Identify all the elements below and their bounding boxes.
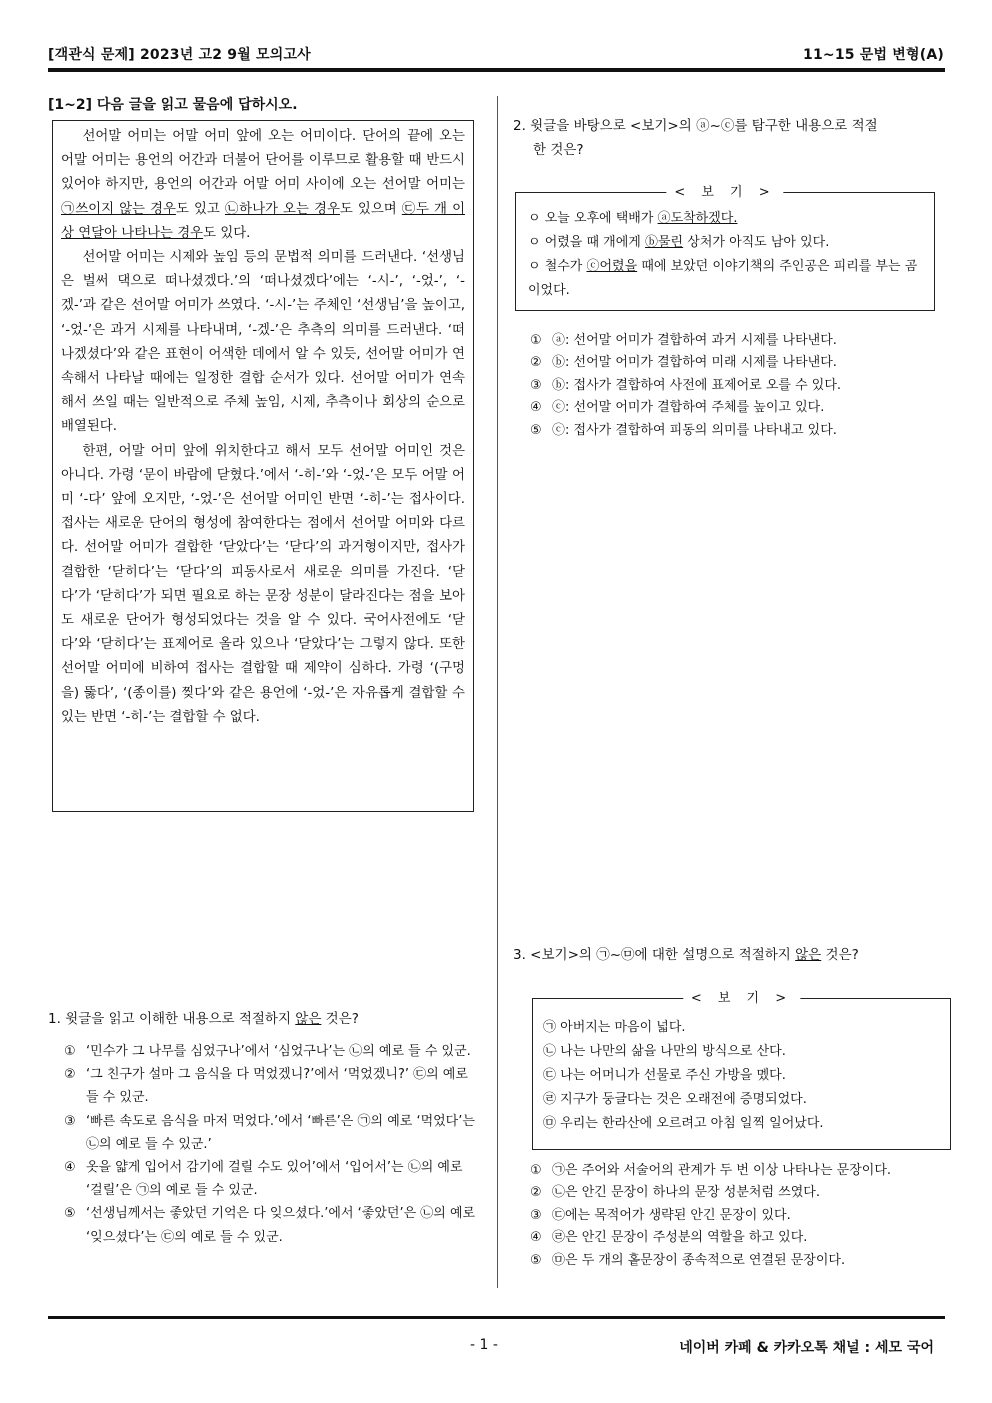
bogi-line: ㅇ 어렸을 때 개에게 ⓑ물린 상처가 아직도 남아 있다.: [528, 235, 830, 250]
question-3-choices: [530, 1160, 950, 1272]
passage-paragraph-1: 선어말 어미는 어말 어미 앞에 오는 어미이다. 단어의 끝에 오는 어말 어미는 용언의 어간과 더불어 단어를 이루므로 활용할 때 반드시 있어야 하지만, 용언의 어간과 어말 어미 사이에 오는 선어말 어미는 ㉠쓰이지 않는 경우도 있고 ㉡하나가 오는 경우도 있으며 ㉢두 개 이상 연달아 나타나는 경우도 있다.: [61, 129, 466, 241]
answer-choice[interactable]: ⑤ ‘선생님께서는 좋았던 기억은 다 잊으셨다.’에서 ‘좋았던’은 ㉡의 예로 ‘잊으셨다’는 ㉢의 예로 들 수 있군.: [64, 1206, 476, 1245]
question-3-bogi-box: [532, 991, 951, 1150]
bogi-line: ㉣ 지구가 둥글다는 것은 오래전에 증명되었다.: [543, 1092, 807, 1107]
answer-choice[interactable]: ① ㉠은 주어와 서술어의 관계가 두 번 이상 나타나는 문장이다.: [530, 1163, 892, 1178]
answer-choice[interactable]: ② ㉡은 안긴 문장이 하나의 문장 성분처럼 쓰였다.: [530, 1185, 820, 1201]
column-divider: [497, 96, 498, 1288]
answer-choice[interactable]: ④ ㉣은 안긴 문장이 주성분의 역할을 하고 있다.: [530, 1230, 808, 1246]
underline-a: ㉠쓰이지 않는 경우: [61, 201, 176, 217]
page-number: - 1 -: [470, 1337, 498, 1353]
passage-paragraph-2: 선어말 어미는 시제와 높임 등의 문법적 의미를 드러낸다. ‘선생님은 벌써 댁으로 떠나셨겠다.’의 ‘떠나셨겠다’에는 ‘-시-’, ‘-었-’, ‘-겠-’과 같은 선어말 어미가 쓰였다. ‘-시-’는 주체인 ‘선생님’을 높이고, ‘-었-’은 과거 시제를 나타내며, ‘-겠-’은 추측의 의미를 드러낸다. ‘떠나겠셨다’와 같은 표현이 어색한 데에서 알 수 있듯, 선어말 어미가 연속해서 나타날 때에는 일정한 결합 순서가 있다. 선어말 어미가 연속해서 쓰일 때는 일반적으로 주체 높임, 시제, 추측이나 회상의 순으로 배열된다.: [61, 250, 465, 435]
answer-choice[interactable]: ⑤ ⓒ: 접사가 결합하여 피동의 의미를 나타내고 있다.: [530, 422, 837, 438]
reading-passage: [52, 120, 474, 812]
top-rule: [48, 68, 945, 72]
header-left: [객관식 문제] 2023년 고2 9월 모의고사: [48, 47, 311, 63]
bogi-line: ㅇ 오늘 오후에 택배가 ⓐ도착하겠다.: [528, 211, 738, 226]
bogi-line: ㉢ 나는 어머니가 선물로 주신 가방을 멨다.: [543, 1068, 786, 1083]
bogi-line: ㉠ 아버지는 마음이 넓다.: [543, 1020, 686, 1035]
bottom-rule: [48, 1316, 945, 1319]
answer-choice[interactable]: ③ ‘빠른 속도로 음식을 마저 먹었다.’에서 ‘빠른’은 ㉠의 예로 ‘먹었다’는 ㉡의 예로 들 수 있군.’: [64, 1113, 475, 1152]
header-right: 11~15 문법 변형(A): [803, 47, 944, 63]
answer-choice[interactable]: ③ ㉢에는 목적어가 생략된 안긴 문장이 있다.: [530, 1207, 791, 1223]
bogi-line: ㉡ 나는 나만의 삶을 나만의 방식으로 산다.: [543, 1044, 786, 1059]
bogi-label: < 보 기 >: [683, 987, 800, 1011]
question-2-bogi-box: [515, 185, 935, 311]
answer-choice[interactable]: ⑤ ㉤은 두 개의 홑문장이 종속적으로 연결된 문장이다.: [530, 1252, 846, 1268]
answer-choice[interactable]: ① ⓐ: 선어말 어미가 결합하여 과거 시제를 나타낸다.: [530, 333, 837, 348]
underline-c: ㉢두 개 이상 연달아 나타나는 경우: [61, 201, 466, 241]
passage-paragraph-3: 한편, 어말 어미 앞에 위치한다고 해서 모두 선어말 어미인 것은 아니다. 가령 ‘문이 바람에 닫혔다.’에서 ‘-히-’와 ‘-었-’은 모두 어말 어미 ‘-다’ 앞에 오지만, ‘-었-’은 선어말 어미인 반면 ‘-히-’는 접사이다. 접사는 새로운 단어의 형성에 참여한다는 점에서 선어말 어미와 다르다. 선어말 어미가 결합한 ‘닫았다’는 ‘닫다’의 과거형이지만, 접사가 결합한 ‘닫히다’는 ‘닫다’의 피동사로서 새로운 의미를 가진다. ‘닫다’가 ‘닫히다’가 되면 필요로 하는 문장 성분이 달라진다는 점을 보아도 새로운 단어가 형성되었다는 것을 알 수 있다. 국어사전에도 ‘닫다’와 ‘닫히다’는 표제어로 올라 있으나 ‘닫았다’는 그렇지 않다. 또한 선어말 어미에 비하여 접사는 결합할 때 제약이 심하다. 가령 ‘(구멍을) 뚫다’, ‘(종이를) 찢다’와 같은 용언에 ‘-었-’은 자유롭게 결합할 수 있는 반면 ‘-히-’는 결합할 수 없다.: [61, 443, 465, 725]
answer-choice[interactable]: ③ ⓑ: 접사가 결합하여 사전에 표제어로 오를 수 있다.: [530, 377, 842, 393]
question-1-title: 1. 윗글을 읽고 이해한 내용으로 적절하지 않은 것은?: [48, 1011, 359, 1027]
answer-choice[interactable]: ① ‘민수가 그 나무를 심었구나’에서 ‘심었구나’는 ㉡의 예로 들 수 있군.: [64, 1044, 471, 1059]
answer-choice[interactable]: ② ‘그 친구가 설마 그 음식을 다 먹었겠니?’에서 ‘먹었겠니?’ ㉢의 예로 들 수 있군.: [64, 1067, 468, 1106]
question-2-choices: [530, 330, 940, 442]
question-3-title: 3. <보기>의 ㉠~㉤에 대한 설명으로 적절하지 않은 것은?: [513, 947, 859, 963]
bogi-line: ㉤ 우리는 한라산에 오르려고 아침 일찍 일어났다.: [543, 1116, 824, 1131]
bogi-label: < 보 기 >: [666, 181, 783, 205]
answer-choice[interactable]: ② ⓑ: 선어말 어미가 결합하여 미래 시제를 나타낸다.: [530, 355, 837, 371]
intro-heading: [1~2] 다음 글을 읽고 물음에 답하시오.: [48, 97, 298, 113]
underline-b: ㉡하나가 오는 경우: [224, 201, 340, 217]
answer-choice[interactable]: ④ ⓒ: 선어말 어미가 결합하여 주체를 높이고 있다.: [530, 400, 825, 416]
question-1-choices: [64, 1040, 478, 1249]
bogi-line: ㅇ 철수가 ⓒ어렸을 때에 보았던 이야기책의 주인공은 피리를 부는 곰이었다.: [528, 259, 918, 298]
footer-credit: 네이버 카페 & 카카오톡 채널 : 세모 국어: [679, 1340, 934, 1356]
question-2-title: 2. 윗글을 바탕으로 <보기>의 ⓐ~ⓒ를 탐구한 내용으로 적절 한 것은?: [513, 118, 878, 158]
answer-choice[interactable]: ④ 옷을 얇게 입어서 감기에 걸릴 수도 있어’에서 ‘입어서’는 ㉡의 예로 ‘걸릴’은 ㉠의 예로 들 수 있군.: [64, 1160, 463, 1199]
